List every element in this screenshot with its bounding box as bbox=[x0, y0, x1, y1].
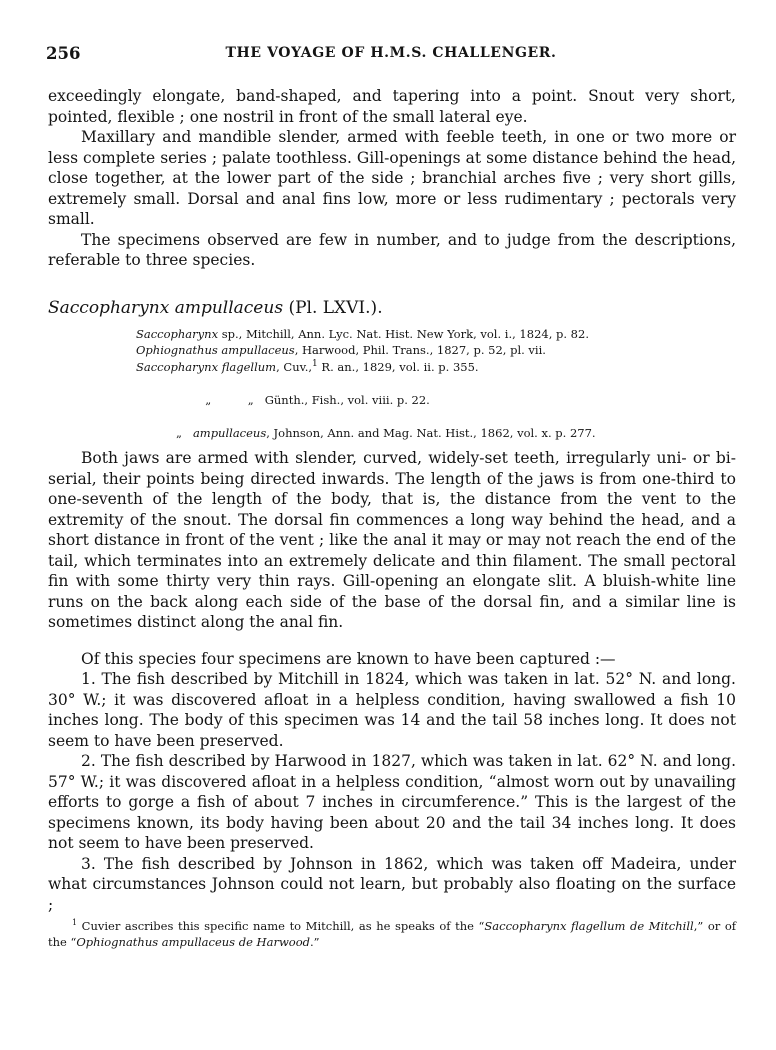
paragraph-specimen-2: 2. The fish described by Harwood in 1827, which was taken in lat. 62° N. and long. 57° W.; it was discovered afloat in a helpless condition, “almost worn out by unavailing efforts to gorge a fish of about 7 inches in circumference.” This is the largest of the specimens known, its body having been about 20 and the tail 34 inches long. It does not seem to have been preserved. bbox=[48, 752, 736, 852]
paragraph-specimens-intro: Of this species four specimens are known to have been captured :— bbox=[81, 649, 616, 668]
page-number: 256 bbox=[46, 44, 81, 63]
synonymy-entry: Ophiognathus ampullaceus, Harwood, Phil. Trans., 1827, p. 52, pl. vii. bbox=[136, 343, 546, 357]
synonymy-entry: Saccopharynx flagellum, Cuv.,$^1$ R. an., 1829, vol. ii. p. 355. bbox=[136, 358, 479, 374]
paragraph-continuation: exceedingly elongate, band-shaped, and tapering into a point. Snout very short, pointed, flexible ; one nostril in front of the small lateral eye. bbox=[48, 87, 736, 126]
synonymy-entry: „ ampullaceus, Johnson, Ann. and Mag. Nat. Hist., 1862, vol. x. p. 277. bbox=[176, 425, 596, 440]
paragraph-specimen-1: 1. The fish described by Mitchill in 1824, which was taken in lat. 52° N. and long. 30° W.; it was discovered afloat in a helpless condition, having swallowed a fish 10 inches long. The body of this specimen was 14 and the tail 58 inches long. It does not seem to have been preserved. bbox=[48, 670, 736, 750]
paragraph-specimen-3: 3. The fish described by Johnson in 1862, which was taken off Madeira, under what circumstances Johnson could not learn, but probably also floating on the surface ; bbox=[48, 854, 736, 914]
footnote-reference: 1 bbox=[312, 358, 318, 369]
footnotes bbox=[48, 918, 736, 950]
footnote: $^1$ Cuvier ascribes this specific name to Mitchill, as he speaks of the “Saccopharynx flagellum de Mitchill,” or of the “Ophiognathus ampullaceus de Harwood.” bbox=[48, 918, 736, 949]
section-gap bbox=[48, 633, 736, 649]
paragraph-maxillary: Maxillary and mandible slender, armed with feeble teeth, in one or two more or less complete series ; palate toothless. Gill-openings at some distance behind the head, close together, at the lower part of the side ; branchial arches five ; very short gills, extremely small. Dorsal and anal fins low, more or less rudimentary ; pectorals very small. bbox=[48, 128, 736, 228]
paragraph-specimens-observed: The specimens observed are few in number, and to judge from the descriptions, referable to three species. bbox=[48, 230, 736, 269]
species-plate-ref: (Pl. LXVI.). bbox=[288, 297, 383, 318]
synonymy-list bbox=[48, 326, 736, 442]
synonymy-entry: „ „ Günth., Fish., vol. viii. p. 22. bbox=[205, 392, 430, 407]
footnote-mark: 1 bbox=[72, 918, 78, 928]
paragraph-description: Both jaws are armed with slender, curved, widely-set teeth, irregularly uni- or bi-serial, their points being directed inwards. The length of the jaws is from one-third to one-seventh of the length of the body, that is, the distance from the vent to the extremity of the snout. The dorsal fin commences a long way behind the head, and a short distance in front of the vent ; like the anal it may or may not reach the end of the tail, which terminates into an extremely delicate and thin filament. The small pectoral fin with some thirty very thin rays. Gill-opening an elongate slit. A bluish-white line runs on the back along each side of the base of the dorsal fin, and a similar line is sometimes distinct along the anal fin. bbox=[48, 449, 736, 631]
main-text bbox=[48, 86, 736, 915]
running-header bbox=[46, 44, 736, 68]
running-title: THE VOYAGE OF H.M.S. CHALLENGER. bbox=[225, 45, 557, 61]
synonymy-entry: Saccopharynx sp., Mitchill, Ann. Lyc. Nat. Hist. New York, vol. i., 1824, p. 82. bbox=[136, 326, 589, 341]
species-heading bbox=[48, 297, 736, 319]
species-name: Saccopharynx ampullaceus bbox=[48, 297, 284, 318]
